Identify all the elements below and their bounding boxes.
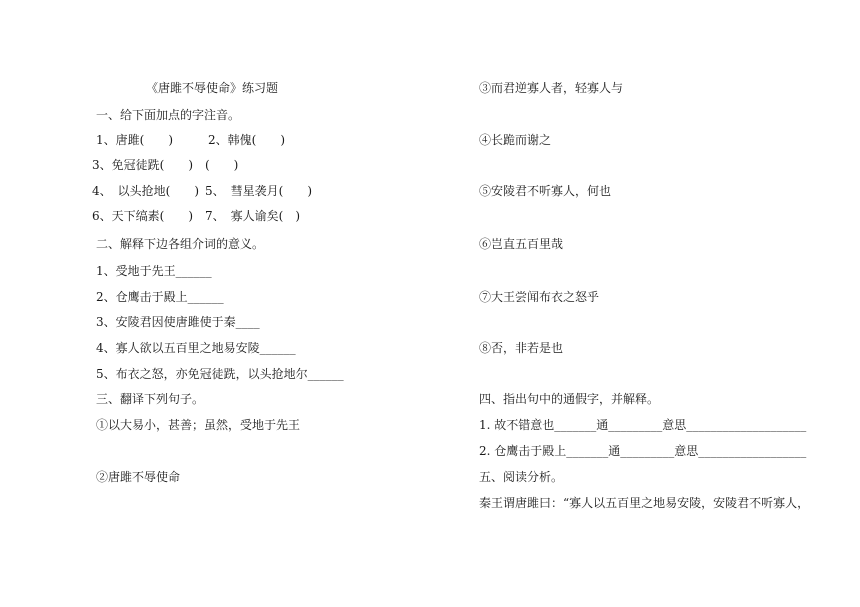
pinyin-item-4: 4、 以头抢地( )	[92, 184, 199, 198]
preposition-item-5: 5、布衣之怒，亦免冠徒跣，以头抢地尔______	[96, 367, 344, 381]
loanword-item-1: 1. 故不错意也_______通_________意思____________________	[479, 418, 807, 432]
pinyin-item-7: 7、 寡人谕矣( )	[205, 209, 300, 223]
section-5-heading: 五、阅读分析。	[479, 470, 564, 484]
translate-item-2: ②唐雎不辱使命	[96, 470, 181, 484]
preposition-item-2: 2、仓鹰击于殿上______	[96, 290, 224, 304]
translate-item-8: ⑧否，非若是也	[479, 341, 564, 355]
pinyin-item-3b: ( )	[205, 158, 239, 172]
section-3-heading: 三、翻译下列句子。	[96, 392, 205, 406]
translate-item-1: ①以大易小，甚善；虽然，受地于先王	[96, 418, 301, 432]
pinyin-item-6: 6、天下缟素( )	[92, 209, 193, 223]
pinyin-item-5: 5、 彗星袭月( )	[205, 184, 312, 198]
preposition-item-1: 1、受地于先王______	[96, 264, 212, 278]
reading-passage: 秦王谓唐雎曰：“寡人以五百里之地易安陵，安陵君不听寡人，	[479, 496, 810, 510]
translate-item-4: ④长跪而谢之	[479, 133, 552, 147]
pinyin-item-1: 1、唐雎( )	[96, 133, 173, 147]
section-2-heading: 二、解释下边各组介词的意义。	[96, 237, 265, 251]
translate-item-5: ⑤安陵君不听寡人，何也	[479, 184, 612, 198]
pinyin-item-3: 3、免冠徒跣( )	[92, 158, 193, 172]
translate-item-7: ⑦大王尝闻布衣之怒乎	[479, 290, 600, 304]
section-4-heading: 四、指出句中的通假字，并解释。	[479, 392, 660, 406]
preposition-item-4: 4、寡人欲以五百里之地易安陵______	[96, 341, 296, 355]
loanword-item-2: 2. 仓鹰击于殿上_______通_________意思__________________	[479, 444, 807, 458]
translate-item-3: ③而君逆寡人者，轻寡人与	[479, 81, 624, 95]
pinyin-item-2: 2、韩傀( )	[208, 133, 285, 147]
section-1-heading: 一、给下面加点的字注音。	[96, 108, 241, 122]
worksheet-title: 《唐雎不辱使命》练习题	[146, 81, 279, 95]
translate-item-6: ⑥岂直五百里哉	[479, 237, 564, 251]
preposition-item-3: 3、安陵君因使唐雎使于秦____	[96, 315, 260, 329]
